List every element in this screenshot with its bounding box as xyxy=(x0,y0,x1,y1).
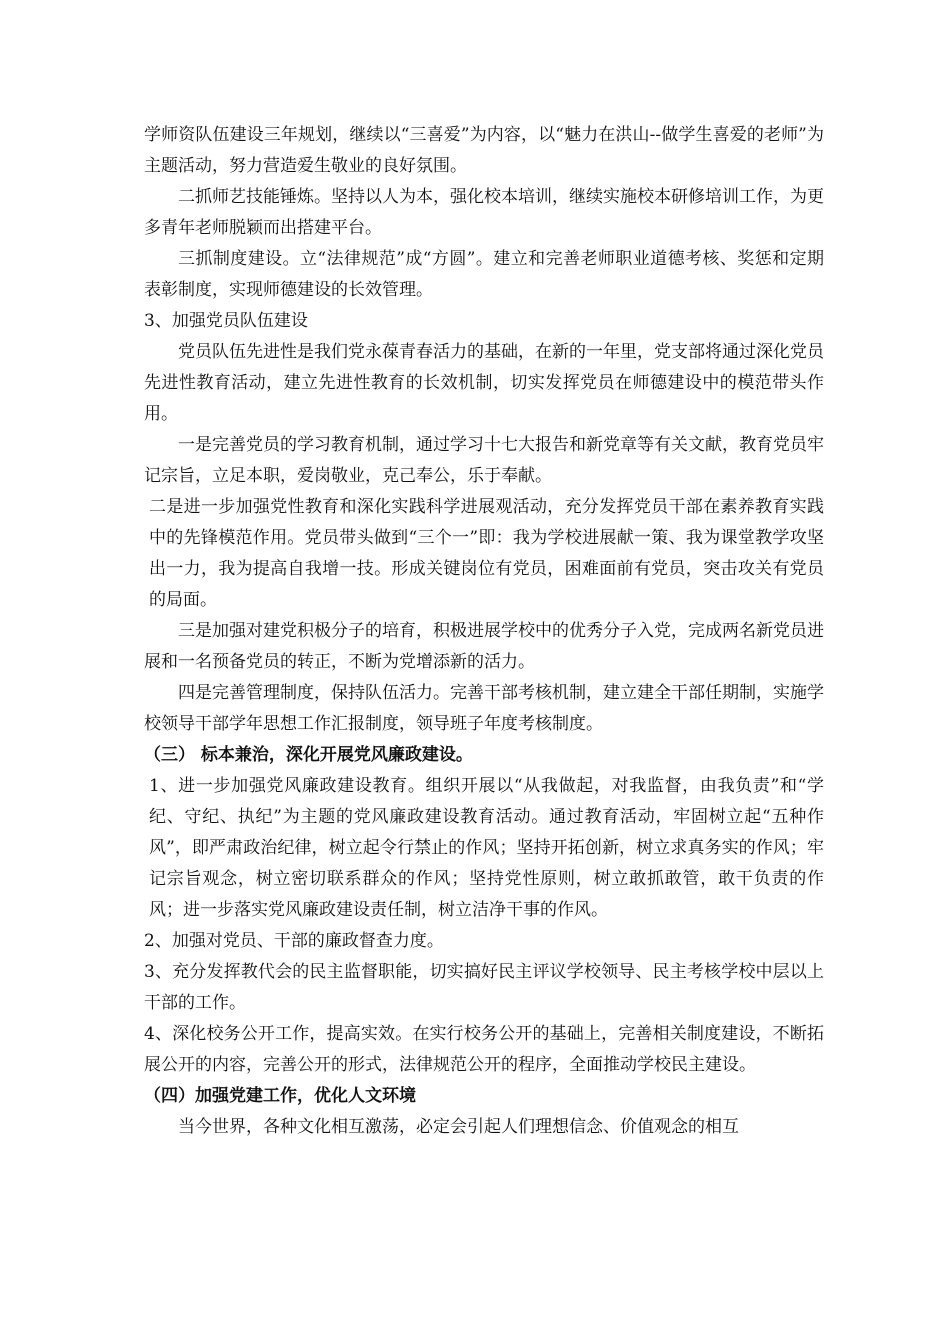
paragraph-school-affairs: 4、深化校务公开工作，提高实效。在实行校务公开的基础上，完善相关制度建设，不断拓展公开的内容，完善公开的形式，法律规范公开的程序，全面推动学校民主建设。 xyxy=(144,1024,824,1075)
document-body xyxy=(144,120,824,1143)
paragraph-item-two: 二是进一步加强党性教育和深化实践科学进展观活动，充分发挥党员干部在素养教育实践中的先锋模范作用。党员带头做到“三个一”即：我为学校进展献一策、我为课堂教学攻坚出一力，我为提高自我增一技。形成关键岗位有党员，困难面前有党员，突击攻关有党员的局面。 xyxy=(149,497,824,610)
section-heading-party-team: 3、加强党员队伍建设 xyxy=(144,311,308,331)
paragraph-item-three: 三是加强对建党积极分子的培育，积极进展学校中的优秀分子入党，完成两名新党员进展和一名预备党员的转正，不断为党增添新的活力。 xyxy=(144,621,824,672)
paragraph-teacher-plan: 学师资队伍建设三年规划，继续以“三喜爱”为内容，以“魅力在洪山--做学生喜爱的老师”为主题活动，努力营造爱生敬业的良好氛围。 xyxy=(144,125,824,176)
section-heading-party-building: （四）加强党建工作，优化人文环境 xyxy=(144,1086,416,1106)
paragraph-supervision: 2、加强对党员、干部的廉政督查力度。 xyxy=(144,931,444,951)
paragraph-skill-training: 二抓师艺技能锤炼。坚持以人为本，强化校本培训，继续实施校本研修培训工作，为更多青年老师脱颖而出搭建平台。 xyxy=(144,187,824,238)
paragraph-system-building: 三抓制度建设。立“法律规范”成“方圆”。建立和完善老师职业道德考核、奖惩和定期表彰制度，实现师德建设的长效管理。 xyxy=(144,249,824,300)
paragraph-party-advanced: 党员队伍先进性是我们党永葆青春活力的基础，在新的一年里，党支部将通过深化党员先进性教育活动，建立先进性教育的长效机制，切实发挥党员在师德建设中的模范带头作用。 xyxy=(144,342,824,424)
paragraph-item-one: 一是完善党员的学习教育机制，通过学习十七大报告和新党章等有关文献，教育党员牢记宗旨，立足本职，爱岗敬业，克己奉公，乐于奉献。 xyxy=(144,435,824,486)
paragraph-integrity-education: 1、进一步加强党风廉政建设教育。组织开展以“从我做起，对我监督，由我负责”和“学纪、守纪、执纪”为主题的党风廉政建设教育活动。通过教育活动，牢固树立起“五种作风”，即严肃政治纪律，树立起令行禁止的作风；坚持开拓创新，树立求真务实的作风；牢记宗旨观念，树立密切联系群众的作风；坚持党性原则，树立敢抓敢管，敢干负责的作风；进一步落实党风廉政建设责任制，树立洁净干事的作风。 xyxy=(149,776,824,920)
paragraph-democratic-supervision: 3、充分发挥教代会的民主监督职能，切实搞好民主评议学校领导、民主考核学校中层以上干部的工作。 xyxy=(144,962,824,1013)
paragraph-item-four: 四是完善管理制度，保持队伍活力。完善干部考核机制，建立建全干部任期制，实施学校领导干部学年思想工作汇报制度，领导班子年度考核制度。 xyxy=(144,683,824,734)
section-heading-integrity: （三） 标本兼治，深化开展党风廉政建设。 xyxy=(144,745,473,765)
paragraph-culture: 当今世界，各种文化相互激荡，必定会引起人们理想信念、价值观念的相互 xyxy=(178,1117,739,1137)
